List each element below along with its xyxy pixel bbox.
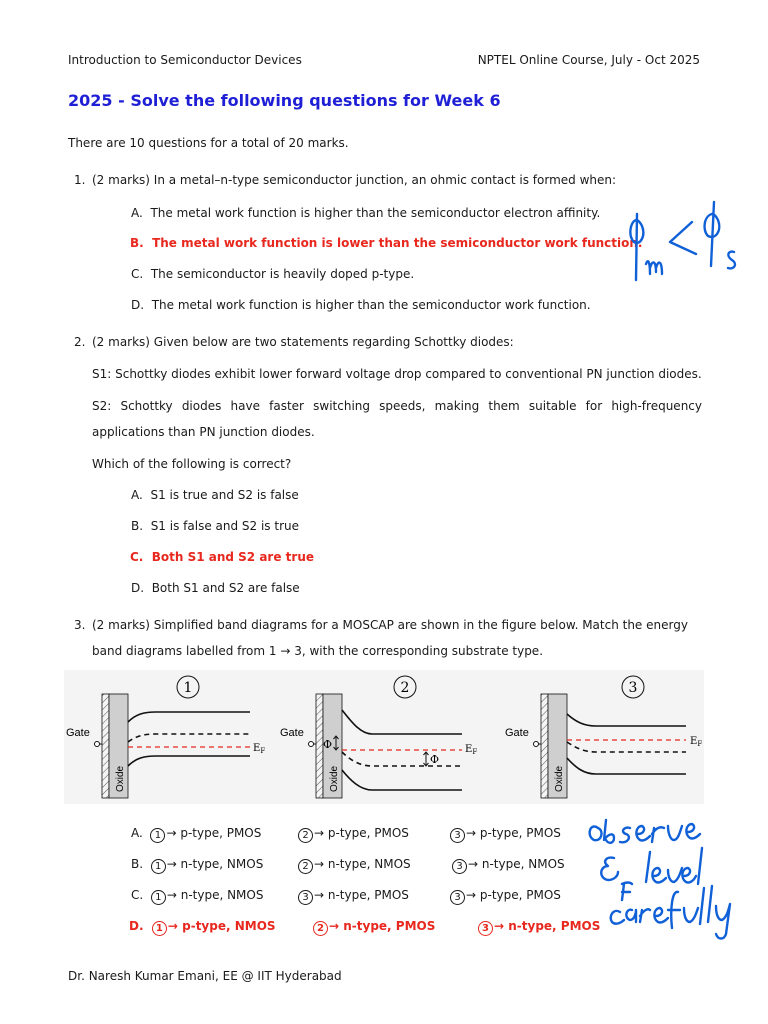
diagram-label: 2 xyxy=(400,680,410,696)
match-text: → p-type, PMOS xyxy=(166,826,262,840)
match-text: → p-type, PMOS xyxy=(466,826,561,840)
option-label: B. xyxy=(131,519,144,533)
option-text: The metal work function is lower than the semiconductor work function. xyxy=(152,236,643,250)
gate-terminal xyxy=(95,742,100,747)
page-title: 2025 - Solve the following questions for Week 6 xyxy=(68,91,501,110)
diagram-ref: 1 xyxy=(150,828,165,843)
q1-option-a xyxy=(131,206,600,220)
option-text: Both S1 and S2 are false xyxy=(151,581,300,595)
diagram-label: 3 xyxy=(628,680,638,696)
q3-option-b-2 xyxy=(298,857,411,874)
match-text: → n-type, PMOS xyxy=(494,919,601,933)
option-text: Both S1 and S2 are true xyxy=(151,550,314,564)
q2-statement-2: S2: Schottky diodes have faster switching speeds, making them suitable for high-frequency applications than PN junction diodes. xyxy=(92,399,702,439)
q2-number: 2. xyxy=(74,335,86,349)
phi-label-surface: Φ xyxy=(323,738,333,751)
option-text: S1 is true and S2 is false xyxy=(150,488,299,502)
q3-option-a-3 xyxy=(450,826,561,843)
phi-label-bulk: Φ xyxy=(430,753,440,766)
option-label: B. xyxy=(131,857,144,871)
oxide-label: Oxide xyxy=(115,765,126,792)
option-text: S1 is false and S2 is true xyxy=(150,519,299,533)
option-label: C. xyxy=(130,550,144,564)
match-text: → n-type, NMOS xyxy=(468,857,565,871)
diagram-ref: 1 xyxy=(151,890,166,905)
q1-option-b-correct xyxy=(130,236,642,250)
oxide-label: Oxide xyxy=(554,765,565,792)
option-label: D. xyxy=(129,919,144,933)
diagram-label: 1 xyxy=(183,680,193,696)
moscap-band-diagrams xyxy=(64,670,704,804)
q3-option-c-2 xyxy=(298,888,409,905)
q3-option-a-2 xyxy=(298,826,409,843)
diagram-ref: 3 xyxy=(478,921,493,936)
footer-author: Dr. Naresh Kumar Emani, EE @ IIT Hyderabad xyxy=(68,969,342,983)
match-text: → p-type, NMOS xyxy=(167,919,276,933)
q1-option-d xyxy=(131,298,591,312)
q3-option-c-3 xyxy=(450,888,561,905)
q3-option-a xyxy=(131,826,261,843)
q1-option-c xyxy=(131,267,414,281)
match-text: → n-type, PMOS xyxy=(314,888,409,902)
option-label: A. xyxy=(131,206,143,220)
q3-number: 3. xyxy=(74,618,86,632)
diagram-ref: 3 xyxy=(452,859,467,874)
course-session: NPTEL Online Course, July - Oct 2025 xyxy=(477,53,700,67)
diagram-ref: 3 xyxy=(298,890,313,905)
match-text: → n-type, PMOS xyxy=(329,919,436,933)
gate-label: Gate xyxy=(66,727,90,739)
ef-label: $E_F$ xyxy=(690,736,703,748)
q3-text: (2 marks) Simplified band diagrams for a MOSCAP are shown in the figure below. Match the energy band diagrams labelled from 1 → 3, with the corresponding substrate type. xyxy=(92,618,688,658)
gate-label: Gate xyxy=(505,727,529,739)
option-label: C. xyxy=(131,267,144,281)
gate-metal xyxy=(541,694,548,798)
q2-statement-1: S1: Schottky diodes exhibit lower forward voltage drop compared to conventional PN junction diodes. xyxy=(92,367,702,381)
option-label: B. xyxy=(130,236,144,250)
q2-prompt: Which of the following is correct? xyxy=(92,457,292,471)
diagram-ref: 3 xyxy=(450,828,465,843)
gate-metal xyxy=(102,694,109,798)
option-text: The metal work function is higher than the semiconductor work function. xyxy=(151,298,591,312)
option-label: D. xyxy=(131,581,145,595)
q2-option-c-correct xyxy=(130,550,314,564)
option-label: A. xyxy=(131,826,143,840)
course-name: Introduction to Semiconductor Devices xyxy=(68,53,302,67)
diagram-ref: 2 xyxy=(313,921,328,936)
diagram-ref: 2 xyxy=(298,828,313,843)
q3-option-d-correct xyxy=(129,919,276,936)
intro-text: There are 10 questions for a total of 20 marks. xyxy=(68,136,349,150)
q1-number: 1. xyxy=(74,173,86,187)
diagram-ref: 1 xyxy=(151,859,166,874)
q2-option-b xyxy=(131,519,299,533)
match-text: → n-type, NMOS xyxy=(314,857,411,871)
q2-option-d xyxy=(131,581,300,595)
option-label: D. xyxy=(131,298,145,312)
q3-option-b-3 xyxy=(452,857,565,874)
handwritten-ef-note xyxy=(580,800,750,950)
q1-text: (2 marks) In a metal–n-type semiconductor junction, an ohmic contact is formed when: xyxy=(92,173,617,187)
q2-option-a xyxy=(131,488,299,502)
ef-label: $E_F$ xyxy=(253,743,266,755)
gate-terminal xyxy=(534,742,539,747)
figure-background xyxy=(64,670,704,804)
q3-option-d-2-correct xyxy=(313,919,435,936)
q3-option-c xyxy=(131,888,263,905)
diagram-ref: 3 xyxy=(450,890,465,905)
match-text: → n-type, NMOS xyxy=(166,888,264,902)
option-label: C. xyxy=(131,888,144,902)
gate-label: Gate xyxy=(280,727,304,739)
gate-metal xyxy=(316,694,323,798)
option-text: The semiconductor is heavily doped p-type. xyxy=(150,267,415,281)
option-label: A. xyxy=(131,488,143,502)
q3-option-b xyxy=(131,857,263,874)
ef-label: $E_F$ xyxy=(465,744,478,756)
match-text: → p-type, PMOS xyxy=(314,826,409,840)
q2-text: (2 marks) Given below are two statements regarding Schottky diodes: xyxy=(92,335,514,349)
option-text: The metal work function is higher than the semiconductor electron affinity. xyxy=(150,206,601,220)
match-text: → p-type, PMOS xyxy=(466,888,561,902)
oxide-label: Oxide xyxy=(329,765,340,792)
diagram-ref: 1 xyxy=(152,921,167,936)
match-text: → n-type, NMOS xyxy=(166,857,264,871)
diagram-ref: 2 xyxy=(298,859,313,874)
handwritten-phi-note xyxy=(612,192,742,292)
gate-terminal xyxy=(309,742,314,747)
